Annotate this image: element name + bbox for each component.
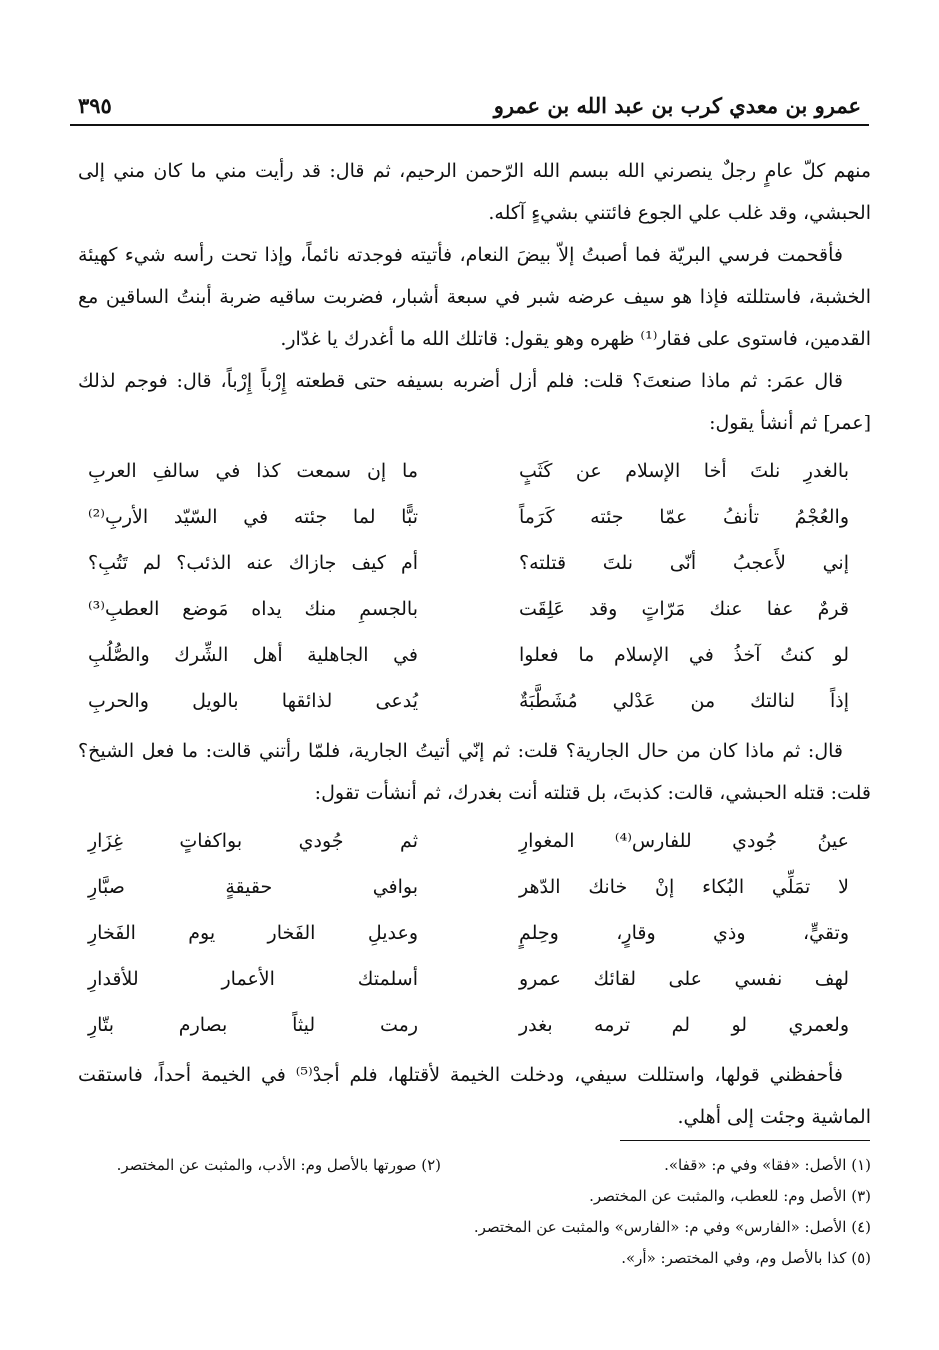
second-hemistich: ثم جُودي بواكفاتٍ غِزَارِ — [88, 830, 418, 852]
first-hemistich: ولعمري لو لم ترمه بغدر — [519, 1014, 849, 1036]
footnote-text: صورتها بالأصل وم: الأدب، والمثبت عن المختصر. — [116, 1156, 417, 1174]
paragraph: فأحفظني قولها، واستللت سيفي، ودخلت الخيمة لأقتلها، فلم أجدْ⁽⁵⁾ في الخيمة أحداً، فاستقت الماشية وجئت إلى أهلي. — [78, 1064, 871, 1128]
poem-2 — [78, 820, 871, 1050]
first-hemistich: وتقيٍّ، وذي وقارٍ، وحِلمٍ — [519, 922, 849, 944]
footnote-number: (٣) — [851, 1187, 871, 1205]
footnote-text: الأصل وم: للعطب، والمثبت عن المختصر. — [589, 1187, 847, 1205]
footnote-text: كذا بالأصل وم، وفي المختصر: «أر». — [621, 1249, 847, 1267]
footnote-row — [78, 1181, 871, 1212]
verse-line — [78, 496, 871, 542]
footnote — [474, 1212, 871, 1243]
verse-line — [78, 680, 871, 726]
first-hemistich: لا تمَلِّي البُكاء إنْ خانك الدّهر — [519, 876, 849, 898]
second-hemistich: بالجسمِ منك يداه مَوضع العطبِ⁽³⁾ — [88, 598, 418, 620]
second-hemistich: ما إن سمعت كذا في سالفِ العربِ — [88, 460, 418, 482]
paragraph: قال: ثم ماذا كان من حال الجارية؟ قلت: ثم إنّي أتيتُ الجارية، فلمّا رأتني قالت: ما فعل الشيخ؟ قلت: قتله الحبشي، قالت: كذبتَ، بل قتلته أنت بغدرك، ثم أنشأت تقول: — [78, 740, 871, 804]
second-hemistich: تبًّا لما جئته في السّيّد الأربِ⁽²⁾ — [88, 506, 418, 528]
footnote-number: (١) — [851, 1156, 871, 1174]
verse-line — [78, 820, 871, 866]
verse-line — [78, 450, 871, 496]
second-hemistich: أم كيف جازاك عنه الذئب؟ لم تَتُبِ؟ — [88, 552, 418, 574]
paragraph: منهم كلّ عامٍ رجلٌ ينصرني الله ببسم الله الرّحمن الرحيم، ثم قال: قد رأيت مني ما كان مني إلى الحبشي، وقد غلب علي الجوع فائتني بشيءٍ آكله. — [78, 160, 871, 224]
second-hemistich: رمت ليثاً بصارم بتّارِ — [88, 1014, 418, 1036]
chapter-title: عمرو بن معدي كرب بن عبد الله بن عمرو — [493, 93, 861, 118]
first-hemistich: إذاً لنالتك من عَدْلي مُشَطَّبَةٌ — [519, 690, 849, 712]
verse-line — [78, 1004, 871, 1050]
footnote-text: الأصل: «فقا» وفي م: «قفا». — [664, 1156, 847, 1174]
main-text — [78, 150, 871, 1138]
footnotes — [78, 1150, 871, 1274]
header-rule — [70, 124, 869, 126]
footnote-number: (٥) — [851, 1249, 871, 1267]
first-hemistich: عينُ جُودي للفارس⁽⁴⁾ المغوارِ — [519, 830, 849, 852]
page-number: ٣٩٥ — [78, 93, 112, 118]
footnote — [441, 1150, 871, 1181]
footnote-text: الأصل: «الفارس» وفي م: «الفارس» والمثبت عن المختصر. — [473, 1218, 847, 1236]
verse-line — [78, 866, 871, 912]
footnote-row — [78, 1150, 871, 1181]
first-hemistich: بالغدرِ نلتَ أخا الإسلام عن كَثَبٍ — [519, 460, 849, 482]
verse-line — [78, 542, 871, 588]
second-hemistich: وعديلِ الفَخار يوم الفَخارِ — [88, 922, 418, 944]
paragraph: فأقحمت فرسي البريّة فما أصبتُ إلاّ بيضَ النعام، فأتيته فوجدته نائماً، وإذا تحت رأسه شيء كهيئة الخشبة، فاستللته فإذا هو سيف عرضه شبر في سبعة أشبار، فضربت ساقيه ضربة أبنتُ الساقين مع القدمين، فاستوى على فقار⁽¹⁾ ظهره وهو يقول: قاتلك الله ما أغدرك يا غدّار. — [78, 244, 871, 350]
first-hemistich: والعُجْمُ تأنفُ عمّا جئته كَرَماً — [519, 506, 849, 528]
footnote — [117, 1150, 441, 1181]
first-hemistich: لو كنتُ آخذُ في الإسلام ما فعلوا — [519, 644, 849, 666]
second-hemistich: في الجاهلية أهل الشِّرك والصُّلُبِ — [88, 644, 418, 666]
verse-line — [78, 958, 871, 1004]
footnote — [589, 1181, 871, 1212]
second-hemistich: أسلمتك الأعمار للأقدارِ — [88, 968, 418, 990]
footnote-rule — [620, 1140, 870, 1141]
verse-line — [78, 634, 871, 680]
footnote-number: (٤) — [851, 1218, 871, 1236]
footnote-row — [78, 1243, 871, 1274]
second-hemistich: بوافي حقيقةٍ صبَّارِ — [88, 876, 418, 898]
footnote — [621, 1243, 871, 1274]
first-hemistich: لهف نفسي على لقائك عمرو — [519, 968, 849, 990]
first-hemistich: قرمٌ عفا عنك مَرّاتٍ وقد عَلِقَت — [519, 598, 849, 620]
paragraph: قال عمَر: ثم ماذا صنعتَ؟ قلت: فلم أزل أضربه بسيفه حتى قطعته إِرْباً إِرْباً، قال: فوجم لذلك [عمر] ثم أنشأ يقول: — [78, 370, 871, 434]
running-header — [78, 82, 861, 118]
first-hemistich: إني لأَعجبُ أنّى نلتَ قتلته؟ — [519, 552, 849, 574]
verse-line — [78, 588, 871, 634]
footnote-number: (٢) — [421, 1156, 441, 1174]
verse-line — [78, 912, 871, 958]
second-hemistich: يُدعى لذائقها بالويل والحربِ — [88, 690, 418, 712]
poem-1 — [78, 450, 871, 726]
footnote-row — [78, 1212, 871, 1243]
